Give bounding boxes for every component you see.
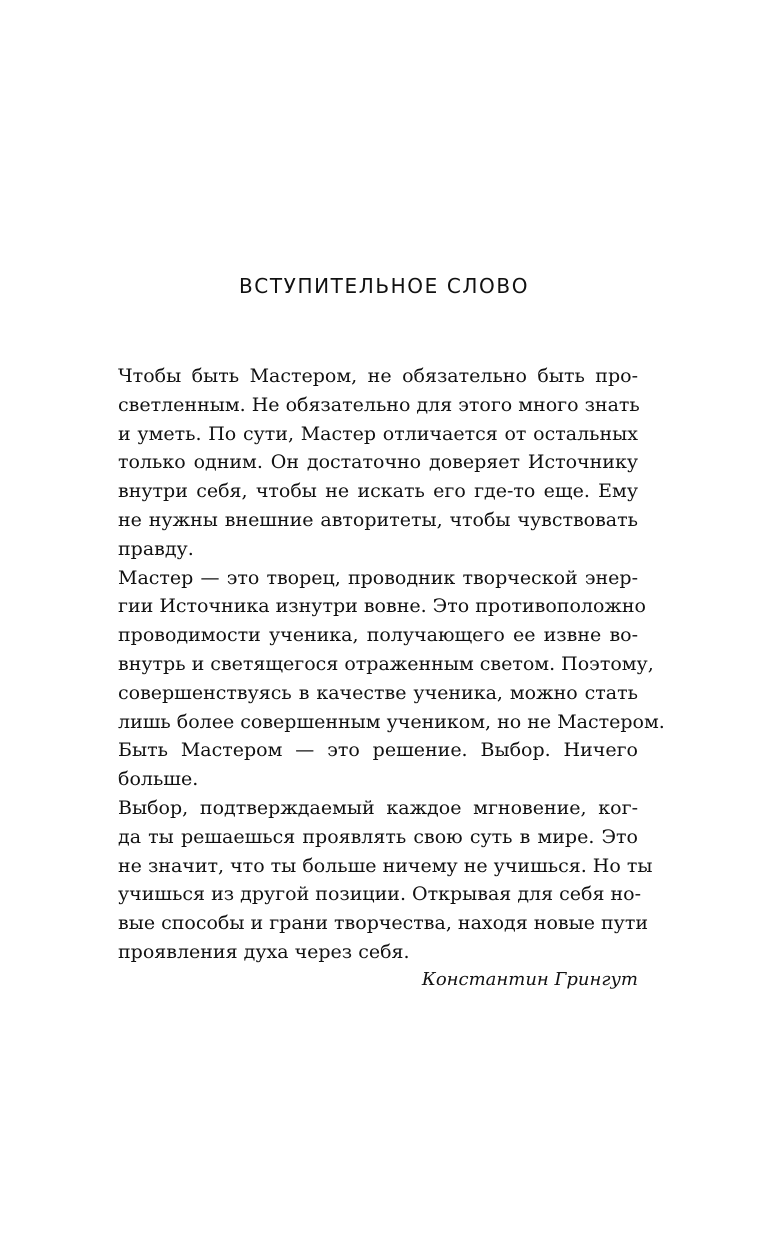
text-line: не значит, что ты больше ничему не учишься. Но ты [118,854,653,877]
text-line: и уметь. По сути, Мастер отличается от остальных [118,422,638,445]
text-line: лишь более совершенным учеником, но не Мастером. [118,710,665,733]
text-line: совершенствуясь в качестве ученика, можно стать [118,681,638,704]
text-line: Чтобы быть Мастером, не обязательно быть про- [118,365,638,387]
text-line: внутри себя, чтобы не искать его где-то еще. Ему [118,480,638,503]
text-line: проводимости ученика, получающего ее извне во- [118,624,638,647]
text-line: только одним. Он достаточно доверяет Источнику [118,451,638,474]
text-line: вые способы и грани творчества, находя новые пути [118,912,649,935]
author-signature: Константин Грингут [421,969,638,990]
text-line: внутрь и светящегося отраженным светом. Поэтому, [118,652,654,675]
text-line: не нужны внешние авторитеты, чтобы чувствовать [118,508,638,531]
section-heading: ВСТУПИТЕЛЬНОЕ СЛОВО [238,274,530,298]
text-line: Быть Мастером — это решение. Выбор. Ничего [118,739,638,762]
text-line: гии Источника изнутри вовне. Это противоположно [118,595,646,618]
text-line: учишься из другой позиции. Открывая для себя но- [118,883,642,906]
text-line: Мастер — это творец, проводник творческой энер- [118,566,638,589]
text-line: Выбор, подтверждаемый каждое мгновение, ког- [118,796,638,819]
body-text [118,362,665,967]
text-line: правду. [118,537,194,560]
text-line: проявления духа через себя. [118,940,410,963]
text-line: больше. [118,768,199,791]
text-line: светленным. Не обязательно для этого много знать [118,393,640,416]
text-line: да ты решаешься проявлять свою суть в мире. Это [118,825,638,848]
